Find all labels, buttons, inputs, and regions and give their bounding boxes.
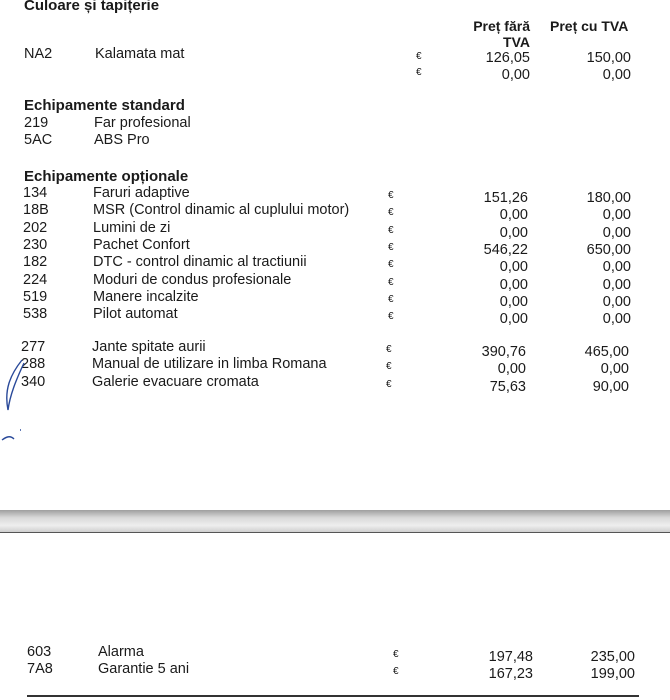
column-header-price-no-vat: Preț fără TVA — [473, 18, 530, 50]
euro-symbol: € — [388, 224, 394, 236]
euro-symbol: € — [416, 67, 422, 78]
euro-symbol: € — [393, 649, 399, 660]
price-vat: 235,00 — [590, 649, 635, 665]
price-vat: 199,00 — [590, 666, 635, 682]
item-code: 288 — [21, 356, 46, 373]
item-code: 224 — [23, 271, 48, 288]
price-no-vat: 546,22 — [483, 241, 528, 258]
item-name: Alarma — [98, 644, 144, 660]
item-name: Pilot automat — [93, 306, 178, 323]
price-no-vat: 75,63 — [489, 378, 526, 395]
item-name: Kalamata mat — [95, 46, 185, 62]
item-name: Manere incalzite — [93, 288, 199, 305]
item-name: ABS Pro — [94, 132, 150, 148]
item-code: 202 — [23, 219, 48, 236]
item-name: Galerie evacuare cromata — [92, 373, 259, 390]
price-vat: 90,00 — [592, 378, 629, 395]
item-code: 219 — [24, 115, 49, 131]
item-name: Jante spitate aurii — [92, 339, 206, 355]
section-title-standard: Echipamente standard — [24, 97, 185, 114]
price-no-vat: 0,00 — [501, 67, 530, 83]
item-name: Moduri de condus profesionale — [93, 271, 292, 288]
item-name: Garantie 5 ani — [98, 661, 190, 677]
price-no-vat: 0,00 — [499, 293, 528, 310]
handwritten-signature-mark — [0, 355, 30, 450]
page-separator — [0, 510, 670, 532]
item-code: 519 — [23, 288, 48, 305]
euro-symbol: € — [386, 361, 392, 373]
column-header-price-vat: Preț cu TVA — [550, 18, 629, 34]
euro-symbol: € — [386, 344, 392, 355]
price-vat: 0,00 — [600, 361, 629, 378]
price-vat: 650,00 — [586, 241, 631, 258]
item-code: 538 — [23, 306, 48, 323]
item-code: 5AC — [24, 132, 53, 148]
item-name: MSR (Control dinamic al cuplului motor) — [93, 202, 350, 219]
price-vat: 0,00 — [602, 207, 631, 224]
price-vat: 0,00 — [602, 67, 631, 83]
item-code: 230 — [23, 236, 48, 253]
price-no-vat: 0,00 — [499, 276, 528, 293]
section-title-color: Culoare și tapițerie — [24, 0, 160, 14]
price-no-vat: 390,76 — [481, 344, 526, 360]
price-vat: 180,00 — [586, 190, 631, 206]
price-no-vat: 0,00 — [499, 259, 528, 276]
euro-symbol: € — [388, 311, 394, 323]
price-vat: 150,00 — [586, 50, 631, 66]
euro-symbol: € — [388, 190, 394, 201]
price-vat: 0,00 — [602, 293, 631, 310]
price-no-vat: 151,26 — [483, 190, 528, 206]
euro-symbol: € — [388, 207, 394, 219]
price-no-vat: 0,00 — [499, 224, 528, 241]
price-no-vat: 0,00 — [497, 361, 526, 378]
item-name: Faruri adaptive — [93, 185, 190, 201]
euro-symbol: € — [388, 276, 394, 288]
euro-symbol: € — [388, 293, 394, 305]
bottom-rule — [27, 695, 639, 697]
item-code: NA2 — [24, 46, 53, 62]
euro-symbol: € — [386, 378, 392, 390]
item-code: 182 — [23, 254, 48, 271]
price-vat: 0,00 — [602, 259, 631, 276]
item-code: 18B — [23, 202, 49, 219]
price-vat: 0,00 — [602, 224, 631, 241]
euro-symbol: € — [416, 51, 422, 62]
price-no-vat: 167,23 — [488, 666, 533, 682]
euro-symbol: € — [393, 666, 399, 677]
euro-symbol: € — [388, 259, 394, 271]
item-code: 340 — [21, 373, 46, 390]
item-name: Far profesional — [94, 115, 191, 131]
price-vat: 465,00 — [584, 344, 629, 360]
price-vat: 0,00 — [602, 276, 631, 293]
price-no-vat: 0,00 — [499, 207, 528, 224]
item-code: 277 — [21, 339, 46, 355]
item-code: 134 — [23, 185, 48, 201]
price-vat: 0,00 — [602, 311, 631, 328]
item-name: Pachet Confort — [93, 236, 190, 253]
item-code: 7A8 — [27, 661, 53, 677]
item-code: 603 — [27, 644, 52, 660]
section-title-optional: Echipamente opționale — [24, 168, 189, 185]
euro-symbol: € — [388, 241, 394, 253]
item-name: Manual de utilizare in limba Romana — [92, 356, 327, 373]
item-name: Lumini de zi — [93, 219, 171, 236]
document-page-bottom — [0, 532, 670, 700]
price-no-vat: 126,05 — [485, 50, 530, 66]
item-name: DTC - control dinamic al tractiunii — [93, 254, 307, 271]
price-no-vat: 0,00 — [499, 311, 528, 328]
price-no-vat: 197,48 — [488, 649, 533, 665]
